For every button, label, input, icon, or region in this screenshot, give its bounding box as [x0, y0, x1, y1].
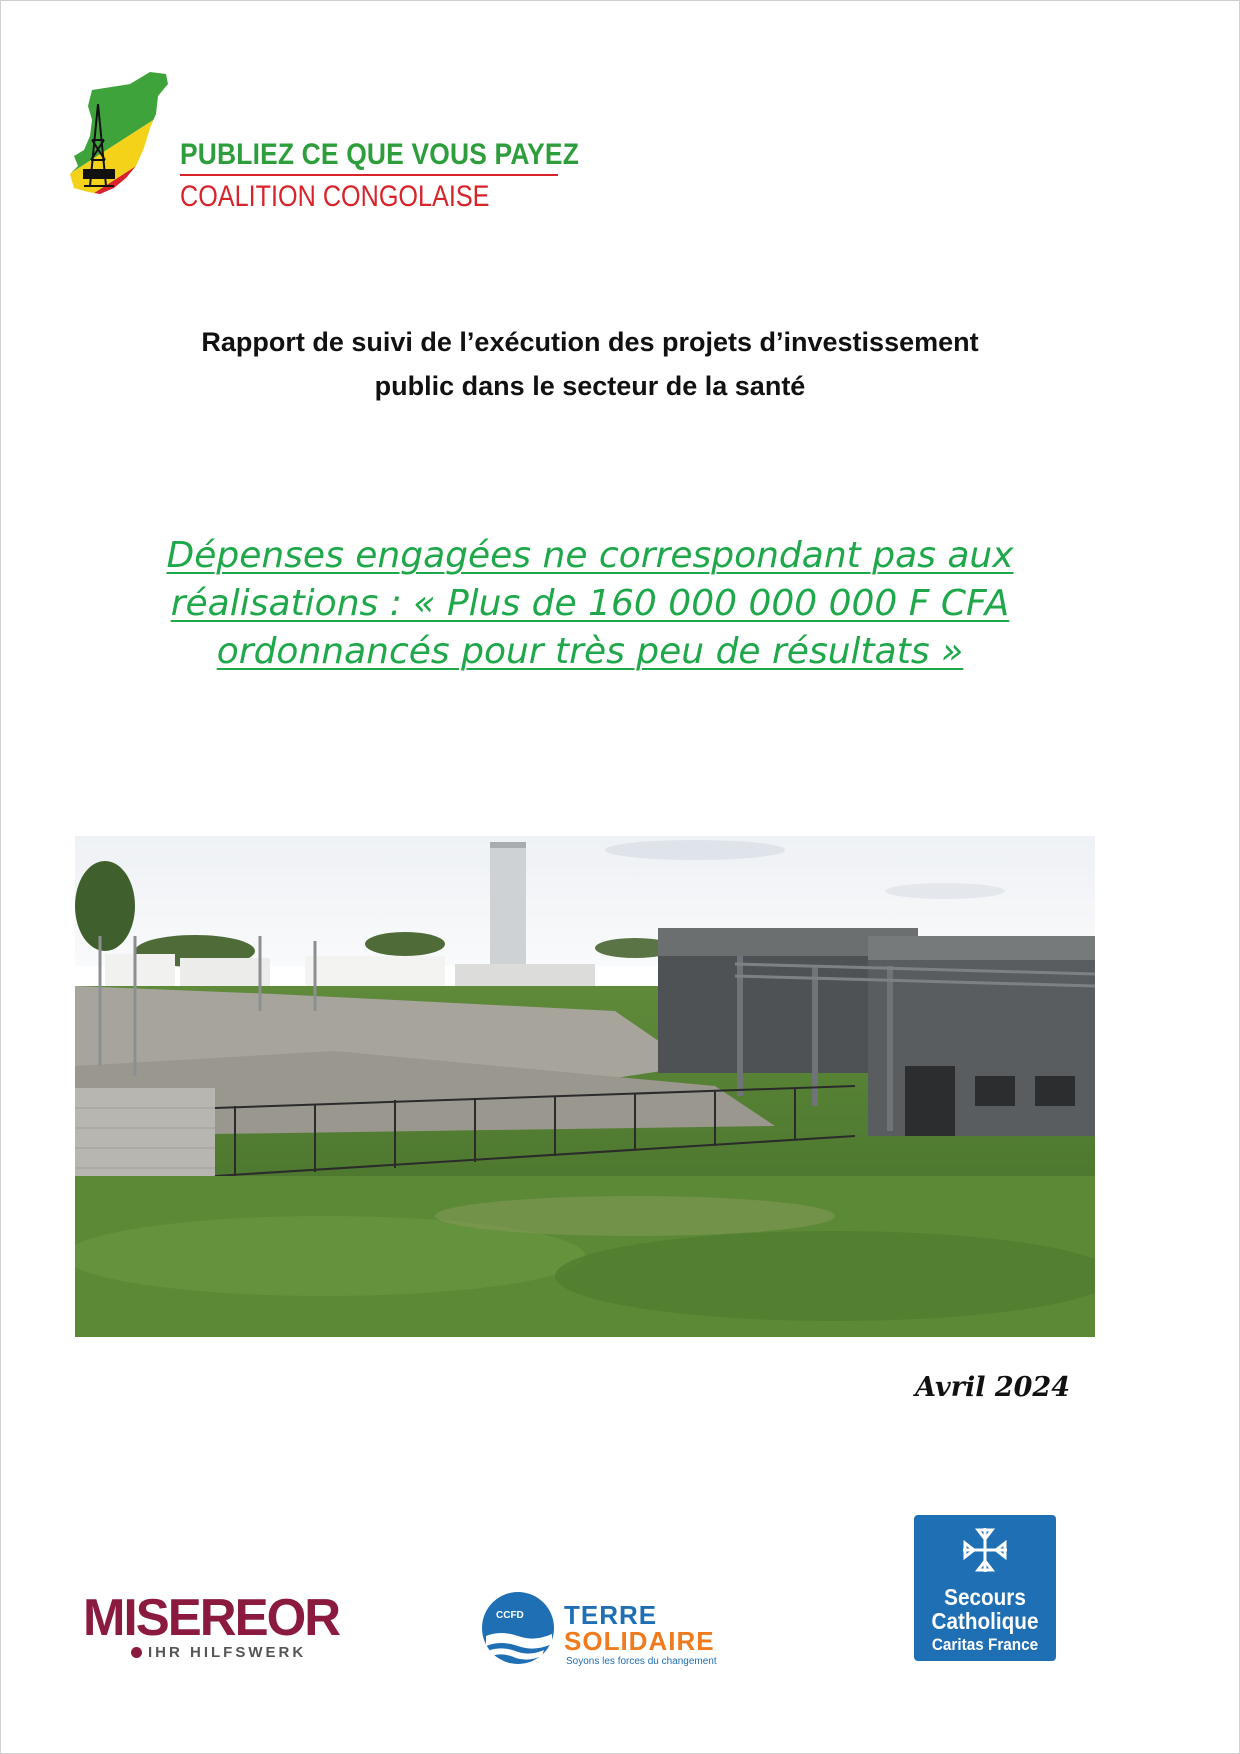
unfinished-hospital-construction-photo	[75, 836, 1095, 1337]
headline-line2: réalisations : « Plus de 160 000 000 000 F CFA	[170, 583, 1010, 624]
pcqvp-logo	[70, 70, 580, 213]
ccfd-terre-solidaire-logo	[480, 1590, 730, 1670]
ccfd-solidaire: SOLIDAIRE	[564, 1626, 715, 1656]
ccfd-tagline: Soyons les forces du changement	[566, 1656, 717, 1667]
ccfd-hands-icon	[480, 1590, 556, 1666]
ccfd-abbr: CCFD	[496, 1610, 524, 1621]
headline	[90, 532, 1090, 676]
secours-line1: Secours	[944, 1584, 1026, 1610]
misereor-logo	[83, 1589, 343, 1662]
headline-line3: ordonnancés pour très peu de résultats »	[216, 631, 964, 672]
cross-icon	[960, 1525, 1010, 1575]
misereor-tagline: IHR HILFSWERK	[148, 1644, 307, 1661]
ccfd-terre: TERRE	[564, 1600, 658, 1630]
misereor-dot-icon	[131, 1647, 142, 1658]
congo-map-icon	[70, 70, 190, 210]
secours-line3: Caritas France	[931, 1635, 1039, 1654]
org-subtitle: COALITION CONGOLAISE	[180, 180, 490, 213]
secours-line2: Catholique	[931, 1608, 1039, 1634]
cover-photo	[75, 836, 1095, 1337]
report-title	[140, 320, 1040, 408]
headline-line1: Dépenses engagées ne correspondant pas aux	[166, 535, 1014, 576]
publication-date: Avril 2024	[915, 1372, 1070, 1403]
org-name: PUBLIEZ CE QUE VOUS PAYEZ	[180, 138, 580, 171]
org-divider	[180, 174, 558, 176]
secours-catholique-logo	[914, 1515, 1056, 1661]
report-title-line2: public dans le secteur de la santé	[374, 371, 806, 401]
report-title-line1: Rapport de suivi de l’exécution des projets d’investissement	[201, 327, 979, 357]
misereor-name: MISEREOR	[83, 1589, 340, 1647]
